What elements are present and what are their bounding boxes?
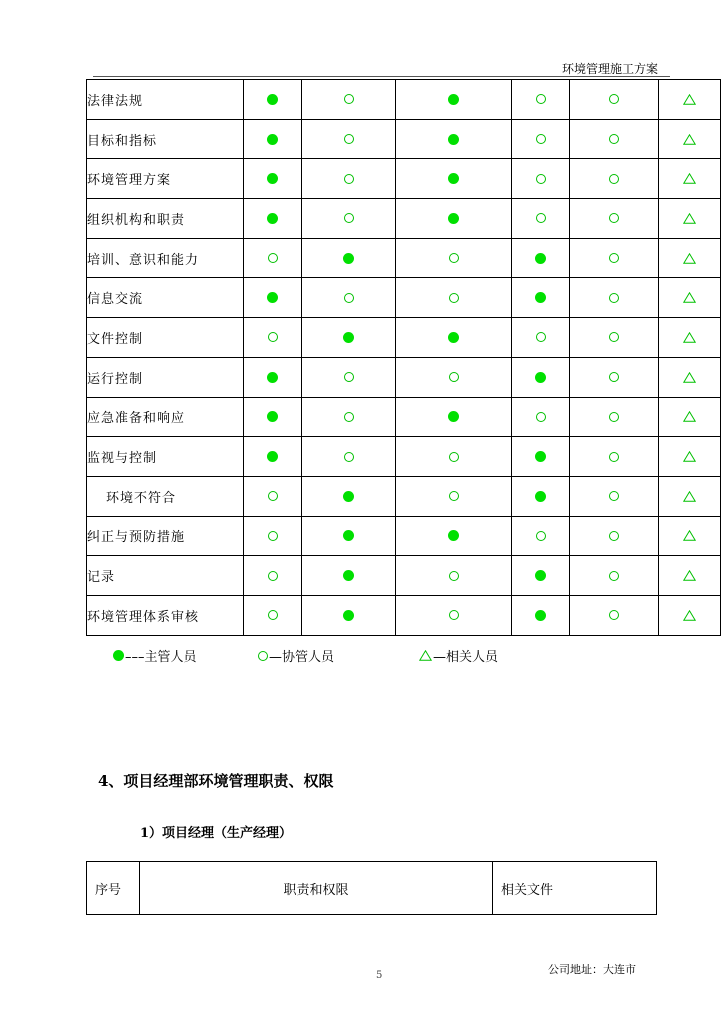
matrix-cell <box>396 556 512 596</box>
triangle-icon <box>683 332 696 343</box>
triangle-icon <box>419 650 432 661</box>
matrix-cell <box>244 437 302 477</box>
open-circle-icon <box>609 174 619 184</box>
matrix-cell <box>396 199 512 239</box>
filled-circle-icon <box>448 530 459 541</box>
open-circle-icon <box>268 332 278 342</box>
matrix-row-label: 环境不符合 <box>87 476 244 516</box>
open-circle-icon <box>449 491 459 501</box>
matrix-cell <box>396 278 512 318</box>
open-circle-icon <box>344 213 354 223</box>
matrix-cell <box>244 238 302 278</box>
matrix-cell <box>512 119 570 159</box>
matrix-cell <box>396 159 512 199</box>
matrix-row-label: 环境管理方案 <box>87 159 244 199</box>
matrix-cell <box>302 476 396 516</box>
matrix-cell <box>512 159 570 199</box>
matrix-cell <box>302 199 396 239</box>
matrix-cell <box>570 238 659 278</box>
matrix-cell <box>302 238 396 278</box>
matrix-cell <box>570 318 659 358</box>
matrix-row <box>87 397 721 437</box>
matrix-cell <box>396 595 512 635</box>
matrix-cell <box>302 397 396 437</box>
matrix-cell <box>512 80 570 120</box>
responsibility-matrix <box>86 79 721 636</box>
matrix-cell <box>244 397 302 437</box>
matrix-cell <box>659 476 721 516</box>
matrix-row <box>87 159 721 199</box>
matrix-cell <box>302 595 396 635</box>
duties-table <box>86 861 657 915</box>
matrix-row <box>87 238 721 278</box>
matrix-cell <box>659 238 721 278</box>
matrix-cell <box>302 80 396 120</box>
filled-circle-icon <box>343 530 354 541</box>
matrix-row-label: 环境管理体系审核 <box>87 595 244 635</box>
triangle-icon <box>683 610 696 621</box>
matrix-cell <box>244 119 302 159</box>
triangle-icon <box>683 94 696 105</box>
open-circle-icon <box>609 372 619 382</box>
filled-circle-icon <box>535 491 546 502</box>
matrix-row-label: 培训、意识和能力 <box>87 238 244 278</box>
open-circle-icon <box>536 332 546 342</box>
filled-circle-icon <box>448 332 459 343</box>
open-circle-icon <box>536 531 546 541</box>
open-circle-icon <box>609 412 619 422</box>
legend-related-label: —相关人员 <box>433 650 499 665</box>
open-circle-icon <box>536 213 546 223</box>
filled-circle-icon <box>343 491 354 502</box>
legend-assist-label: —协管人员 <box>269 650 335 665</box>
matrix-cell <box>512 437 570 477</box>
matrix-cell <box>302 516 396 556</box>
filled-circle-icon <box>343 570 354 581</box>
filled-circle-icon <box>267 94 278 105</box>
matrix-cell <box>244 199 302 239</box>
filled-circle-icon <box>448 173 459 184</box>
matrix-cell <box>659 516 721 556</box>
open-circle-icon <box>258 651 268 661</box>
matrix-row-label: 目标和指标 <box>87 119 244 159</box>
matrix-cell <box>512 556 570 596</box>
open-circle-icon <box>609 491 619 501</box>
matrix-cell <box>396 397 512 437</box>
matrix-cell <box>512 199 570 239</box>
matrix-row <box>87 556 721 596</box>
matrix-row-label: 应急准备和响应 <box>87 397 244 437</box>
matrix-cell <box>512 357 570 397</box>
matrix-cell <box>570 199 659 239</box>
filled-circle-icon <box>343 610 354 621</box>
open-circle-icon <box>609 94 619 104</box>
duties-header-docs: 相关文件 <box>493 862 657 915</box>
filled-circle-icon <box>343 332 354 343</box>
matrix-cell <box>570 278 659 318</box>
filled-circle-icon <box>343 253 354 264</box>
matrix-cell <box>302 556 396 596</box>
matrix-row <box>87 476 721 516</box>
matrix-cell <box>659 357 721 397</box>
matrix-row-label: 纠正与预防措施 <box>87 516 244 556</box>
open-circle-icon <box>268 531 278 541</box>
open-circle-icon <box>449 372 459 382</box>
matrix-cell <box>659 397 721 437</box>
filled-circle-icon <box>267 372 278 383</box>
legend-related <box>419 646 498 665</box>
open-circle-icon <box>344 94 354 104</box>
matrix-cell <box>396 357 512 397</box>
matrix-cell <box>659 119 721 159</box>
matrix-cell <box>396 238 512 278</box>
legend-main <box>113 646 197 665</box>
open-circle-icon <box>609 571 619 581</box>
matrix-cell <box>302 318 396 358</box>
matrix-cell <box>512 318 570 358</box>
matrix-cell <box>659 199 721 239</box>
triangle-icon <box>683 530 696 541</box>
filled-circle-icon <box>267 451 278 462</box>
matrix-cell <box>302 357 396 397</box>
matrix-cell <box>659 159 721 199</box>
triangle-icon <box>683 411 696 422</box>
open-circle-icon <box>268 610 278 620</box>
triangle-icon <box>683 570 696 581</box>
matrix-cell <box>244 476 302 516</box>
matrix-cell <box>244 556 302 596</box>
duties-header-duty: 职责和权限 <box>140 862 493 915</box>
open-circle-icon <box>536 94 546 104</box>
matrix-cell <box>570 476 659 516</box>
matrix-row <box>87 318 721 358</box>
matrix-cell <box>570 357 659 397</box>
matrix-row-label: 运行控制 <box>87 357 244 397</box>
filled-circle-icon <box>448 94 459 105</box>
filled-circle-icon <box>535 253 546 264</box>
matrix-cell <box>570 516 659 556</box>
open-circle-icon <box>449 610 459 620</box>
matrix-row <box>87 357 721 397</box>
filled-circle-icon <box>535 292 546 303</box>
matrix-cell <box>512 278 570 318</box>
triangle-icon <box>683 451 696 462</box>
matrix-row <box>87 278 721 318</box>
matrix-row-label: 监视与控制 <box>87 437 244 477</box>
filled-circle-icon <box>267 292 278 303</box>
matrix-cell <box>244 357 302 397</box>
filled-circle-icon <box>113 650 124 661</box>
duties-header-row <box>87 862 657 915</box>
open-circle-icon <box>344 412 354 422</box>
sub-heading: 1）项目经理（生产经理） <box>140 826 293 841</box>
filled-circle-icon <box>448 134 459 145</box>
duties-header-seq: 序号 <box>87 862 140 915</box>
section-heading: 4、项目经理部环境管理职责、权限 <box>98 772 334 790</box>
filled-circle-icon <box>535 570 546 581</box>
matrix-cell <box>244 595 302 635</box>
triangle-icon <box>683 253 696 264</box>
legend-main-label: –––主管人员 <box>125 650 197 665</box>
matrix-cell <box>396 80 512 120</box>
matrix-cell <box>244 159 302 199</box>
open-circle-icon <box>536 174 546 184</box>
open-circle-icon <box>609 134 619 144</box>
filled-circle-icon <box>267 411 278 422</box>
legend-assist <box>258 646 334 665</box>
matrix-cell <box>302 119 396 159</box>
matrix-cell <box>244 80 302 120</box>
matrix-cell <box>659 437 721 477</box>
open-circle-icon <box>268 253 278 263</box>
open-circle-icon <box>609 293 619 303</box>
header-title: 环境管理施工方案 <box>561 62 658 76</box>
header-rule <box>93 76 670 77</box>
matrix-cell <box>244 516 302 556</box>
filled-circle-icon <box>535 610 546 621</box>
matrix-cell <box>512 476 570 516</box>
matrix-cell <box>302 278 396 318</box>
matrix-row <box>87 437 721 477</box>
matrix-row-label: 信息交流 <box>87 278 244 318</box>
open-circle-icon <box>344 174 354 184</box>
open-circle-icon <box>609 531 619 541</box>
matrix-cell <box>244 318 302 358</box>
matrix-cell <box>659 278 721 318</box>
matrix-cell <box>302 437 396 477</box>
triangle-icon <box>683 134 696 145</box>
matrix-cell <box>396 119 512 159</box>
matrix-cell <box>570 159 659 199</box>
matrix-cell <box>570 397 659 437</box>
matrix-cell <box>396 437 512 477</box>
triangle-icon <box>683 173 696 184</box>
triangle-icon <box>683 292 696 303</box>
matrix-row-label: 记录 <box>87 556 244 596</box>
open-circle-icon <box>609 452 619 462</box>
open-circle-icon <box>609 253 619 263</box>
matrix-cell <box>570 595 659 635</box>
matrix-cell <box>659 318 721 358</box>
triangle-icon <box>683 372 696 383</box>
open-circle-icon <box>344 134 354 144</box>
matrix-row <box>87 595 721 635</box>
open-circle-icon <box>536 134 546 144</box>
open-circle-icon <box>449 293 459 303</box>
open-circle-icon <box>609 610 619 620</box>
matrix-cell <box>244 278 302 318</box>
filled-circle-icon <box>535 451 546 462</box>
open-circle-icon <box>609 213 619 223</box>
open-circle-icon <box>609 332 619 342</box>
open-circle-icon <box>268 491 278 501</box>
matrix-row-label: 文件控制 <box>87 318 244 358</box>
matrix-cell <box>512 516 570 556</box>
triangle-icon <box>683 213 696 224</box>
matrix-row-label: 法律法规 <box>87 80 244 120</box>
matrix-row <box>87 199 721 239</box>
legend <box>113 646 533 664</box>
matrix-cell <box>512 238 570 278</box>
matrix-cell <box>396 516 512 556</box>
matrix-cell <box>302 159 396 199</box>
matrix-cell <box>396 318 512 358</box>
matrix-cell <box>570 556 659 596</box>
matrix-row <box>87 119 721 159</box>
filled-circle-icon <box>448 411 459 422</box>
matrix-cell <box>659 80 721 120</box>
filled-circle-icon <box>267 173 278 184</box>
matrix-cell <box>396 476 512 516</box>
matrix-cell <box>512 595 570 635</box>
filled-circle-icon <box>267 134 278 145</box>
open-circle-icon <box>268 571 278 581</box>
open-circle-icon <box>449 571 459 581</box>
footer-company: 公司地址：大连市 <box>548 963 636 976</box>
open-circle-icon <box>344 372 354 382</box>
matrix-cell <box>512 397 570 437</box>
open-circle-icon <box>344 452 354 462</box>
open-circle-icon <box>536 412 546 422</box>
matrix-row <box>87 516 721 556</box>
matrix-cell <box>570 80 659 120</box>
filled-circle-icon <box>535 372 546 383</box>
matrix-cell <box>570 437 659 477</box>
page-number: 5 <box>376 970 383 981</box>
filled-circle-icon <box>448 213 459 224</box>
matrix-cell <box>659 595 721 635</box>
open-circle-icon <box>344 293 354 303</box>
triangle-icon <box>683 491 696 502</box>
open-circle-icon <box>449 253 459 263</box>
matrix-cell <box>659 556 721 596</box>
filled-circle-icon <box>267 213 278 224</box>
matrix-cell <box>570 119 659 159</box>
open-circle-icon <box>449 452 459 462</box>
matrix-row <box>87 80 721 120</box>
matrix-row-label: 组织机构和职责 <box>87 199 244 239</box>
